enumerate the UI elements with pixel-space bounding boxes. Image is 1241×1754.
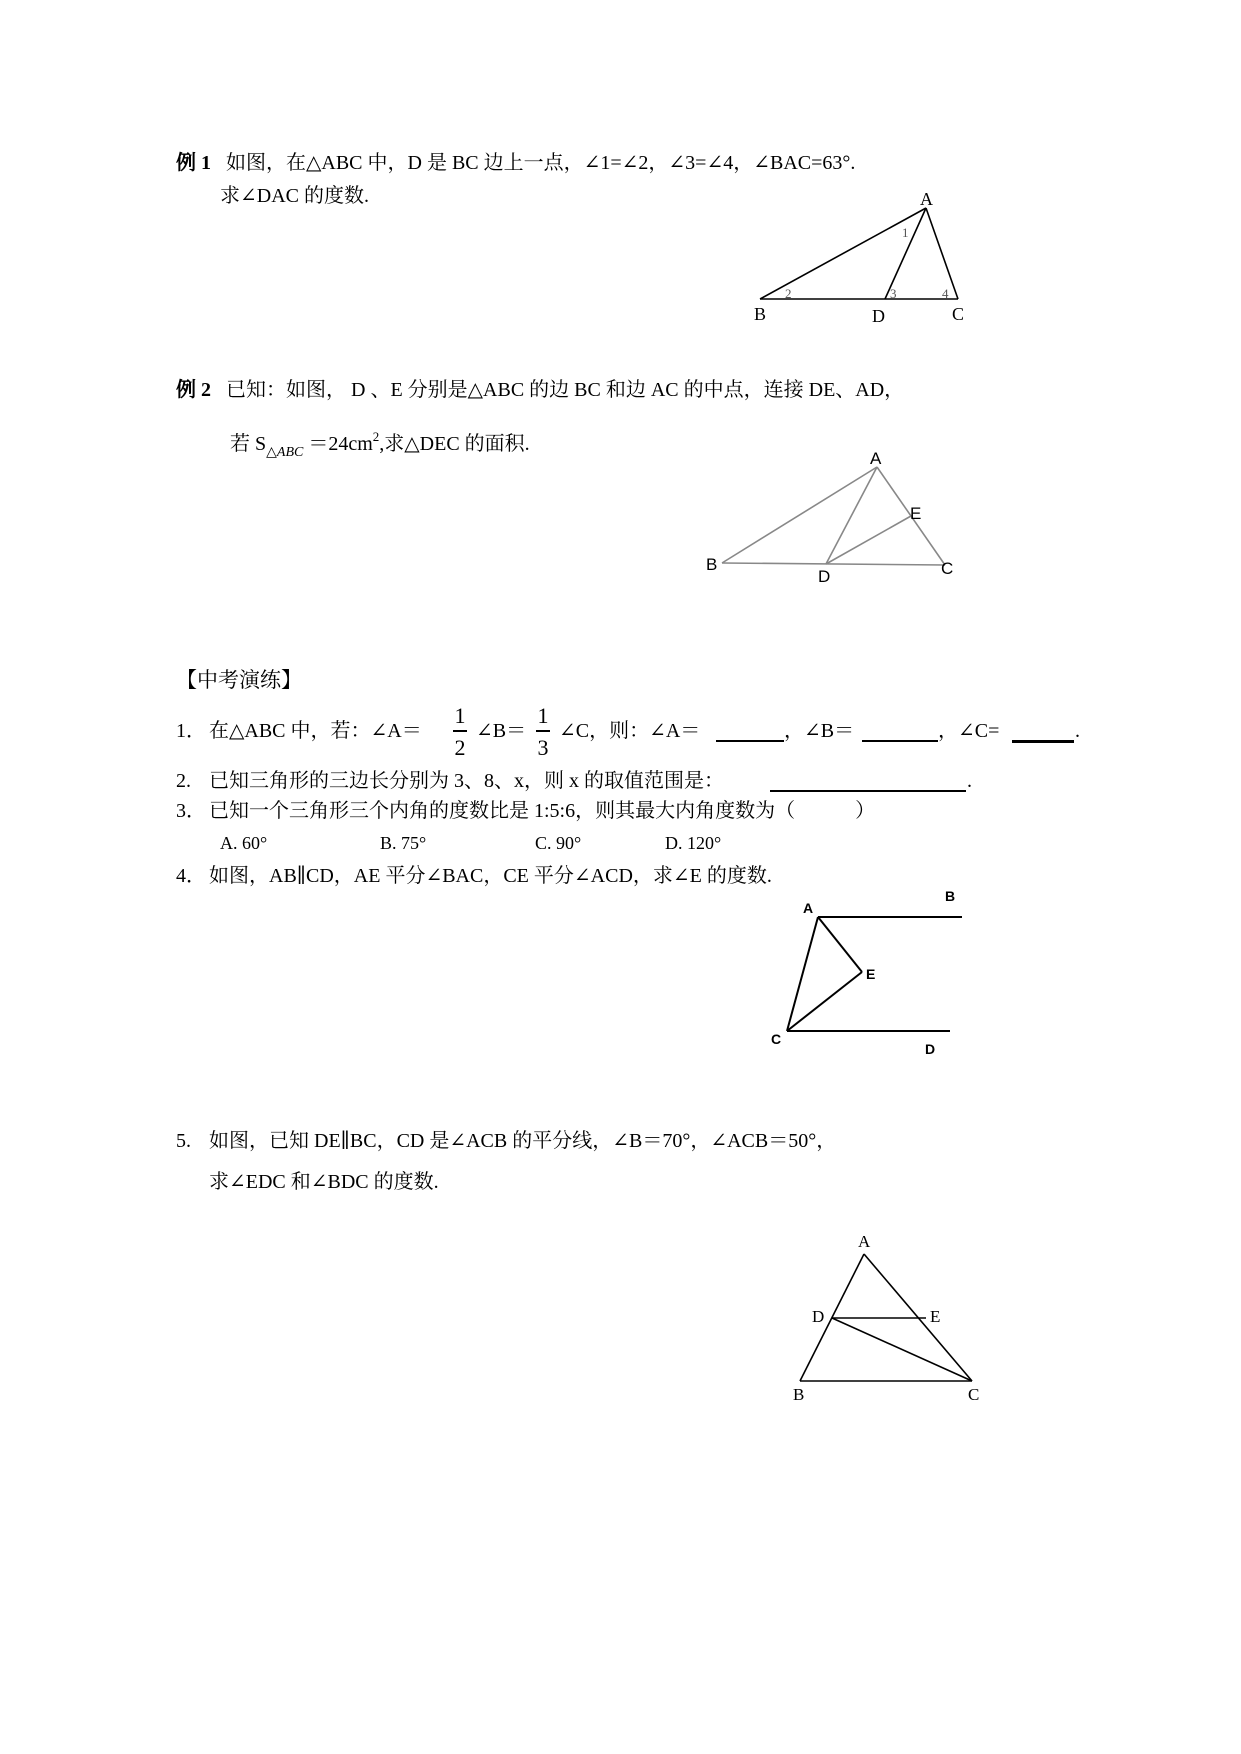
q1-text-e: ，∠C=: [938, 720, 1000, 742]
q3-text: 已知一个三角形三个内角的度数比是 1:5:6，则其最大内角度数为（ ）: [209, 800, 876, 822]
example2-area-prefix: 若 S: [230, 433, 267, 455]
q1-text-b: ∠B＝: [476, 720, 527, 742]
example2-label: 例 2: [176, 379, 211, 401]
example2-area-value: ＝24cm: [303, 433, 373, 455]
ex2-label-A: A: [870, 449, 882, 468]
q1-text-c: ∠C，则：∠A＝: [559, 720, 701, 742]
example1-line1: 如图，在△ABC 中，D 是 BC 边上一点，∠1=∠2，∠3=∠4，∠BAC=63°.: [226, 152, 856, 174]
q2-end: .: [967, 770, 972, 792]
q4-label-C: C: [771, 1031, 782, 1047]
q3-option-c[interactable]: C. 90°: [535, 833, 582, 853]
q1-fraction2-denominator: 3: [537, 735, 549, 760]
q1-text-end: .: [1075, 720, 1080, 742]
ex1-angle-3: 3: [890, 286, 897, 301]
q5-label-E: E: [930, 1307, 941, 1326]
q4-number: 4．: [176, 865, 206, 887]
q1-fraction2-numerator: 1: [537, 703, 549, 728]
q1-text-d: ，∠B＝: [784, 720, 855, 742]
example2-area-subscript: △ABC: [266, 445, 304, 460]
ex1-label-C: C: [952, 304, 965, 324]
q4-label-A: A: [803, 900, 814, 916]
example2-area-superscript: 2: [372, 429, 380, 444]
q1-fraction1-denominator: 2: [454, 735, 466, 760]
example2-line1: 已知：如图， D 、E 分别是△ABC 的边 BC 和边 AC 的中点，连接 DE、AD，: [226, 379, 905, 401]
example2-area-suffix: ,求△DEC 的面积.: [379, 433, 530, 455]
q1-text-a: 在△ABC 中，若：∠A＝: [209, 720, 422, 742]
q5-number: 5.: [176, 1130, 191, 1152]
ex2-label-E: E: [910, 504, 922, 523]
q3-number: 3．: [176, 800, 206, 822]
ex1-angle-1: 1: [902, 225, 909, 240]
ex1-label-D: D: [872, 306, 885, 326]
q1-number: 1．: [176, 720, 206, 742]
section-title: 【中考演练】: [176, 668, 302, 692]
q5-label-C: C: [968, 1385, 980, 1404]
q3-option-b[interactable]: B. 75°: [380, 833, 427, 853]
q3-option-d[interactable]: D. 120°: [665, 833, 722, 853]
q5-label-D: D: [812, 1307, 825, 1326]
q2-text: 已知三角形的三边长分别为 3、8、x，则 x 的取值范围是：: [209, 770, 724, 792]
ex2-label-B: B: [706, 555, 718, 574]
q5-label-A: A: [858, 1232, 871, 1251]
ex2-label-C: C: [941, 559, 954, 578]
q1-fraction1-numerator: 1: [454, 703, 466, 728]
q5-label-B: B: [793, 1385, 805, 1404]
ex1-label-B: B: [754, 304, 767, 324]
q4-text: 如图，AB∥CD，AE 平分∠BAC，CE 平分∠ACD，求∠E 的度数.: [209, 865, 772, 887]
q4-label-B: B: [945, 888, 956, 904]
q2-number: 2.: [176, 770, 191, 792]
example1-line2: 求∠DAC 的度数.: [220, 185, 369, 207]
ex1-angle-2: 2: [785, 286, 792, 301]
q4-label-D: D: [925, 1041, 936, 1057]
q5-line2: 求∠EDC 和∠BDC 的度数.: [209, 1171, 439, 1193]
ex1-label-A: A: [920, 189, 933, 209]
ex1-angle-4: 4: [942, 286, 949, 301]
ex2-label-D: D: [818, 567, 831, 586]
q3-option-a[interactable]: A. 60°: [220, 833, 268, 853]
example1-label: 例 1: [176, 152, 211, 174]
q4-label-E: E: [866, 966, 876, 982]
q5-line1: 如图，已知 DE∥BC，CD 是∠ACB 的平分线，∠B＝70°，∠ACB＝50°，: [209, 1130, 837, 1152]
